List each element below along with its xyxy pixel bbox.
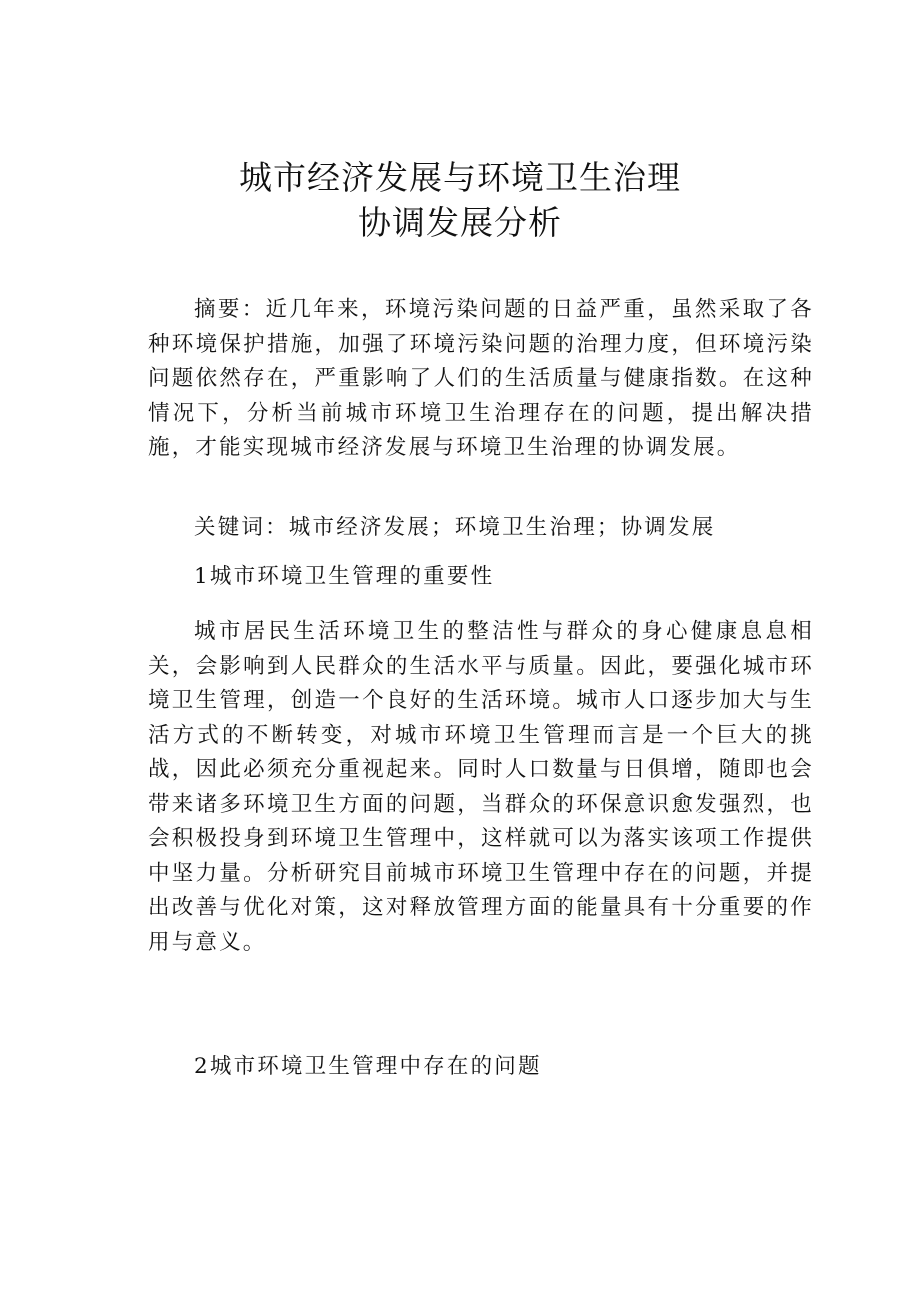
document-title-line2: 协调发展分析 bbox=[358, 203, 562, 242]
section-1-body: 城市居民生活环境卫生的整洁性与群众的身心健康息息相关，会影响到人民群众的生活水平与质量。因此，要强化城市环境卫生管理，创造一个良好的生活环境。城市人口逐步加大与生活方式的不断转变，对城市环境卫生管理而言是一个巨大的挑战，因此必须充分重视起来。同时人口数量与日俱增，随即也会带来诸多环境卫生方面的问题，当群众的环保意识愈发强烈，也会积极投身到环境卫生管理中，这样就可以为落实该项工作提供中坚力量。分析研究目前城市环境卫生管理中存在的问题，并提出改善与优化对策，这对释放管理方面的能量具有十分重要的作用与意义。 bbox=[148, 619, 814, 955]
section-2-heading: 2城市环境卫生管理中存在的问题 bbox=[194, 1054, 542, 1079]
keywords-paragraph: 关键词：城市经济发展；环境卫生治理；协调发展 bbox=[194, 515, 716, 540]
section-1-heading: 1城市环境卫生管理的重要性 bbox=[194, 564, 495, 589]
abstract-paragraph: 摘要：近几年来，环境污染问题的日益严重，虽然采取了各种环境保护措施，加强了环境污染问题的治理力度，但环境污染问题依然存在，严重影响了人们的生活质量与健康指数。在这种情况下，分析当前城市环境卫生治理存在的问题，提出解决措施，才能实现城市经济发展与环境卫生治理的协调发展。 bbox=[148, 297, 814, 460]
document-title-line1: 城市经济发展与环境卫生治理 bbox=[239, 158, 681, 197]
